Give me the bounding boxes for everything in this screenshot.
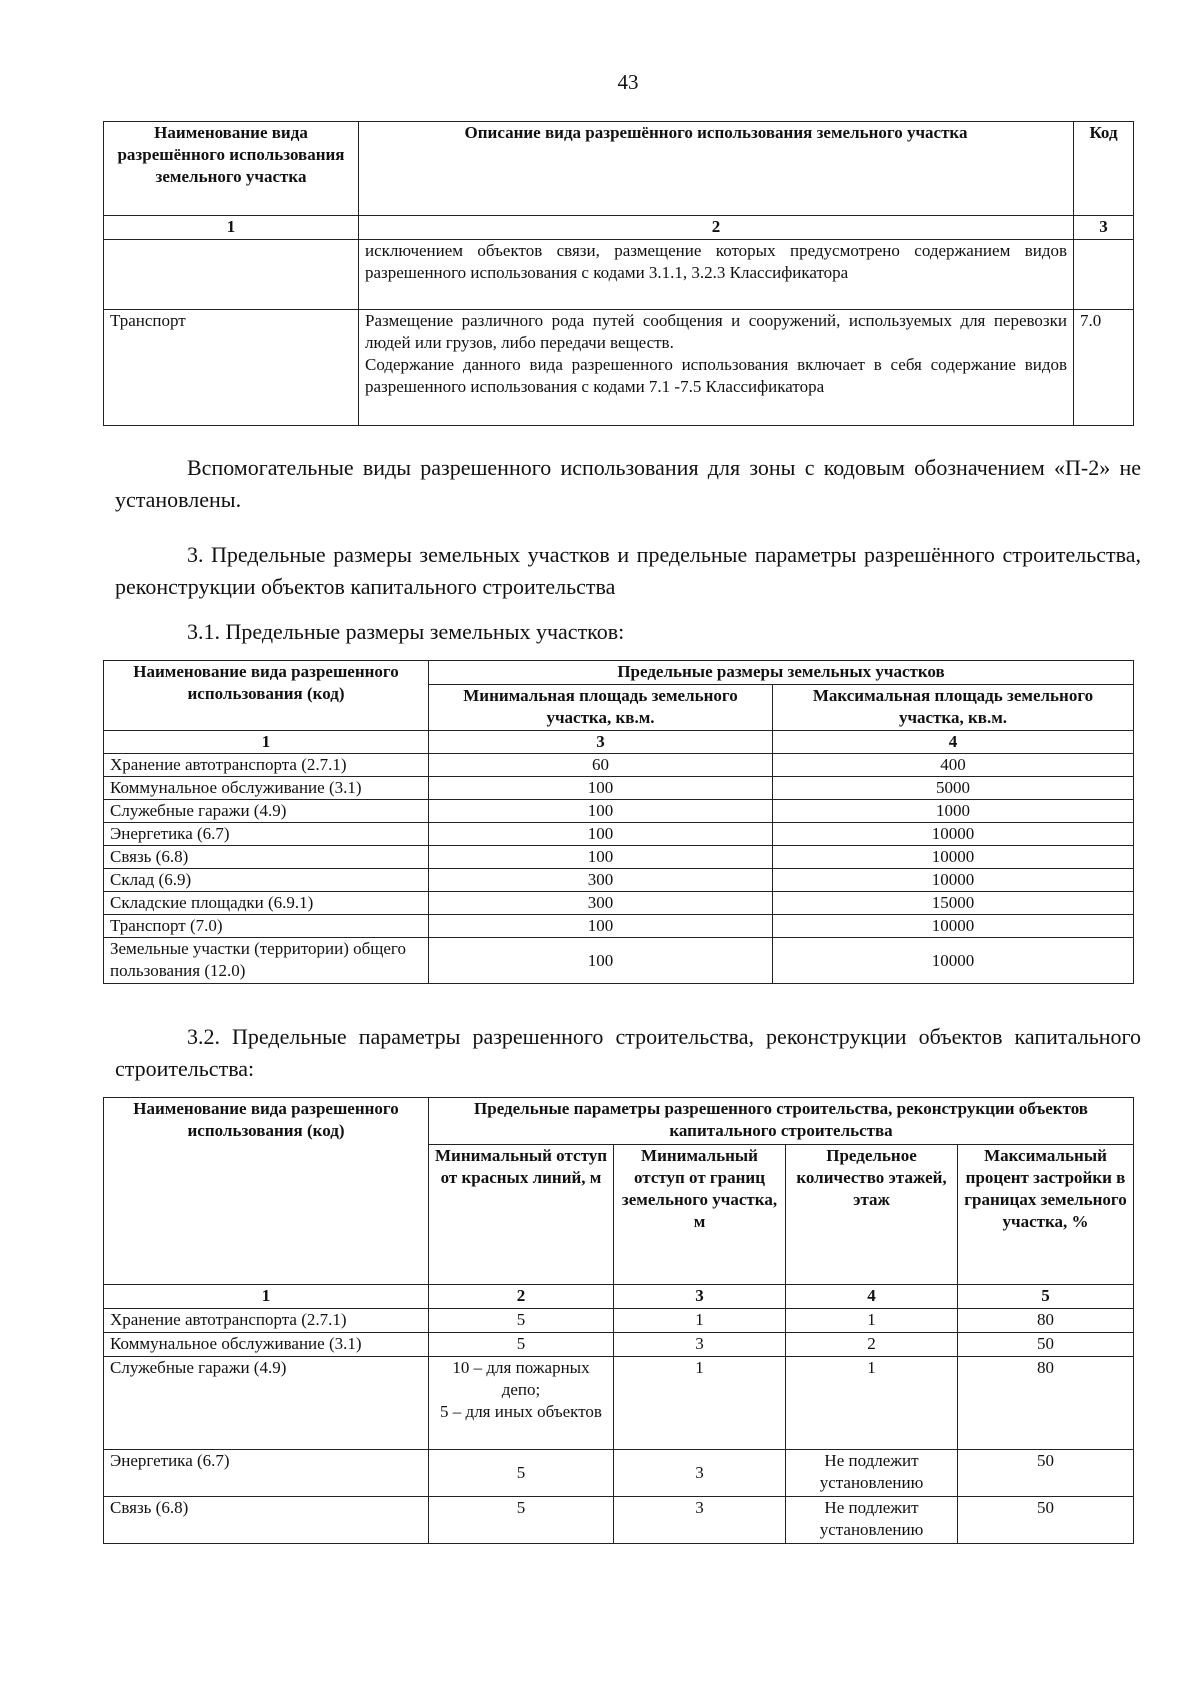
cell-max-area: 400 [773,754,1134,777]
table-row [104,310,1134,426]
cell-name: Коммунальное обслуживание (3.1) [104,1333,429,1357]
table-header-row [104,1098,1134,1145]
column-number: 2 [359,216,1074,240]
table-row [104,892,1134,915]
column-header-boundaries: Минимальный отступ от границ земельного участка, м [614,1145,786,1285]
table-row [104,869,1134,892]
cell-red-lines: 5 [429,1450,614,1497]
cell-name: Связь (6.8) [104,1497,429,1544]
cell-name: Земельные участки (территории) общего пользования (12.0) [104,938,429,984]
cell-boundaries: 3 [614,1497,786,1544]
cell-red-lines: 5 [429,1333,614,1357]
column-header-group: Предельные параметры разрешенного строительства, реконструкции объектов капитального строительства [429,1098,1134,1145]
description-line: Содержание данного вида разрешенного использования включает в себя содержание видов разрешенного использования с кодами 7.1 -7.5 Классификатора [365,355,1067,396]
cell-red-lines: 5 [429,1497,614,1544]
cell-name: Служебные гаражи (4.9) [104,1357,429,1450]
cell-description: исключением объектов связи, размещение которых предусмотрено содержанием видов разрешенного использования с кодами 3.1.1, 3.2.3 Классификатора [359,240,1074,310]
red-lines-line: 10 – для пожарных депо; [452,1358,590,1399]
table-row [104,1333,1134,1357]
table-row [104,754,1134,777]
cell-min-area: 60 [429,754,773,777]
section-3-2-heading: 3.2. Предельные параметры разрешенного строительства, реконструкции объектов капитального строительства: [115,1024,1141,1081]
cell-code: 7.0 [1074,310,1134,426]
cell-name: Транспорт [104,310,359,426]
cell-code [1074,240,1134,310]
cell-name: Складские площадки (6.9.1) [104,892,429,915]
plot-sizes-table [103,660,1134,984]
cell-boundaries: 3 [614,1333,786,1357]
cell-name: Энергетика (6.7) [104,823,429,846]
column-header-min-area: Минимальная площадь земельного участка, кв.м. [429,685,773,731]
column-number: 3 [1074,216,1134,240]
cell-max-area: 10000 [773,869,1134,892]
cell-boundaries: 1 [614,1309,786,1333]
table-row [104,777,1134,800]
description-line: Размещение различного рода путей сообщения и сооружений, используемых для перевозки людей или грузов, либо передачи веществ. [365,311,1067,352]
cell-max-area: 5000 [773,777,1134,800]
cell-name: Хранение автотранспорта (2.7.1) [104,754,429,777]
column-header-floors: Предельное количество этажей, этаж [786,1145,958,1285]
column-header-name: Наименование вида разрешенного использования (код) [104,661,429,731]
column-number: 4 [786,1285,958,1309]
section-3-heading: 3. Предельные размеры земельных участков и предельные параметры разрешённого строительства, реконструкции объектов капитального строительства [115,542,1141,599]
column-header-max-area: Максимальная площадь земельного участка, кв.м. [773,685,1134,731]
cell-coverage: 80 [958,1357,1134,1450]
column-number: 1 [104,1285,429,1309]
cell-description [359,310,1074,426]
red-lines-line: 5 – для иных объектов [440,1402,602,1421]
cell-coverage: 80 [958,1309,1134,1333]
column-number: 4 [773,731,1134,754]
table-row [104,1309,1134,1333]
table-row [104,938,1134,984]
cell-max-area: 10000 [773,823,1134,846]
cell-floors: Не подлежит установлению [786,1497,958,1544]
cell-min-area: 100 [429,938,773,984]
cell-max-area: 10000 [773,846,1134,869]
cell-floors: 1 [786,1309,958,1333]
cell-name [104,240,359,310]
table-header-row [104,661,1134,685]
cell-boundaries: 1 [614,1357,786,1450]
column-number-row [104,731,1134,754]
cell-coverage: 50 [958,1333,1134,1357]
cell-floors: 2 [786,1333,958,1357]
cell-min-area: 100 [429,823,773,846]
cell-name: Склад (6.9) [104,869,429,892]
column-header-name: Наименование вида разрешенного использования (код) [104,1098,429,1285]
table-row [104,915,1134,938]
cell-min-area: 100 [429,846,773,869]
cell-name: Коммунальное обслуживание (3.1) [104,777,429,800]
table-row [104,846,1134,869]
column-header-description: Описание вида разрешённого использования земельного участка [359,122,1074,216]
cell-red-lines: 5 [429,1309,614,1333]
cell-max-area: 10000 [773,915,1134,938]
column-number: 3 [429,731,773,754]
cell-min-area: 100 [429,915,773,938]
cell-name: Служебные гаражи (4.9) [104,800,429,823]
construction-params-table [103,1097,1134,1544]
cell-max-area: 15000 [773,892,1134,915]
column-number: 5 [958,1285,1134,1309]
land-use-table [103,121,1134,426]
section-3-1-heading: 3.1. Предельные размеры земельных участков: [187,619,625,644]
column-number: 2 [429,1285,614,1309]
cell-name: Энергетика (6.7) [104,1450,429,1497]
column-number-row [104,1285,1134,1309]
table-row [104,1450,1134,1497]
cell-min-area: 300 [429,869,773,892]
page-number: 43 [617,70,639,94]
column-number: 3 [614,1285,786,1309]
column-header-name: Наименование вида разрешённого использования земельного участка [104,122,359,216]
table-row [104,800,1134,823]
cell-name: Хранение автотранспорта (2.7.1) [104,1309,429,1333]
cell-floors: Не подлежит установлению [786,1450,958,1497]
table-row [104,240,1134,310]
table-row [104,1497,1134,1544]
cell-red-lines [429,1357,614,1450]
cell-min-area: 100 [429,800,773,823]
column-header-code: Код [1074,122,1134,216]
cell-coverage: 50 [958,1497,1134,1544]
column-header-red-lines: Минимальный отступ от красных линий, м [429,1145,614,1285]
table-header-row [104,122,1134,216]
cell-max-area: 1000 [773,800,1134,823]
column-header-group: Предельные размеры земельных участков [429,661,1134,685]
cell-name: Связь (6.8) [104,846,429,869]
column-number: 1 [104,731,429,754]
cell-max-area: 10000 [773,938,1134,984]
column-header-coverage: Максимальный процент застройки в границах земельного участка, % [958,1145,1134,1285]
cell-floors: 1 [786,1357,958,1450]
cell-boundaries: 3 [614,1450,786,1497]
auxiliary-uses-paragraph: Вспомогательные виды разрешенного использования для зоны с кодовым обозначением «П-2» не установлены. [115,455,1141,512]
column-number: 1 [104,216,359,240]
table-row [104,1357,1134,1450]
column-number-row [104,216,1134,240]
cell-min-area: 100 [429,777,773,800]
cell-min-area: 300 [429,892,773,915]
table-row [104,823,1134,846]
cell-name: Транспорт (7.0) [104,915,429,938]
cell-coverage: 50 [958,1450,1134,1497]
